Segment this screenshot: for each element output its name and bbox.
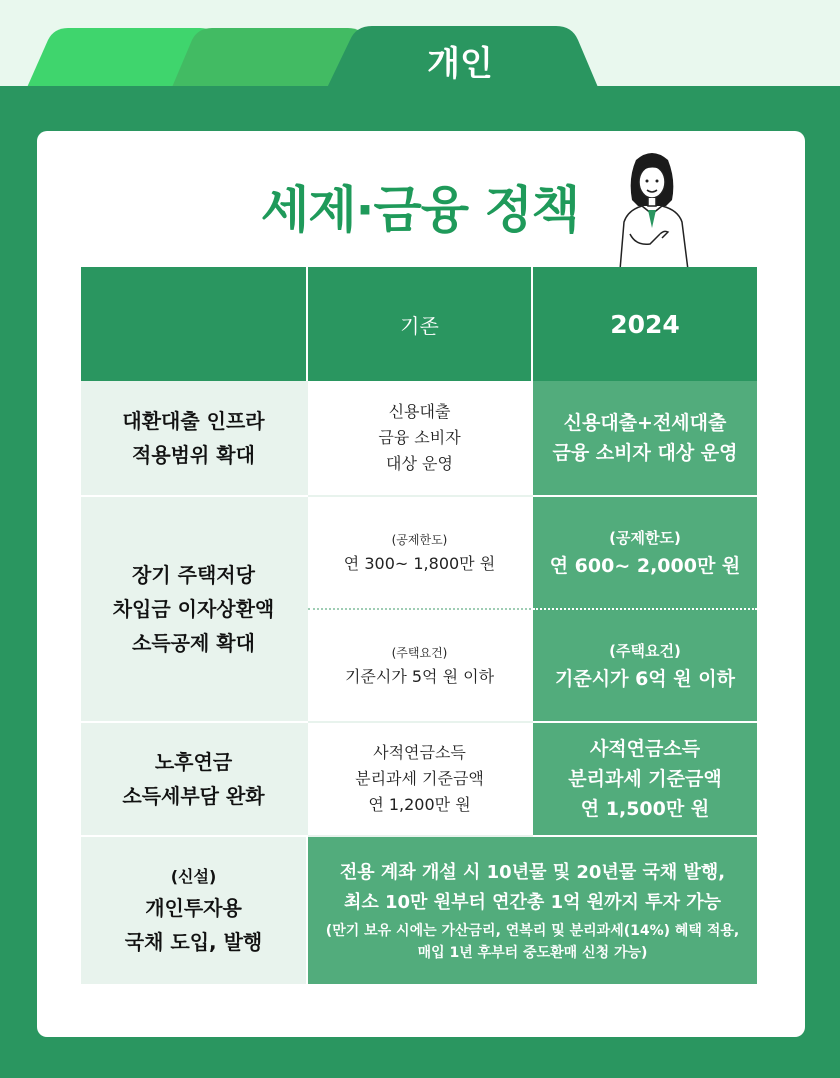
row-label-line: 소득세부담 완화: [122, 784, 265, 808]
new-value-cell: [532, 722, 757, 836]
old-value-line: 연 300~ 1,800만 원: [343, 553, 496, 573]
old-value-cell: [307, 496, 532, 609]
new-value-line: 사적연금소득: [589, 738, 701, 760]
new-value-line: 연 600~ 2,000만 원: [549, 554, 741, 577]
old-value-line: 금융 소비자: [378, 428, 461, 447]
woman-pointing-illustration: [606, 150, 698, 270]
row-label-tag: (신설): [170, 866, 217, 886]
new-value-line: 신용대출+전세대출: [563, 412, 727, 434]
table-row: [81, 836, 757, 984]
row-label-line: 차입금 이자상환액: [112, 597, 275, 621]
row-label-line: 대환대출 인프라: [122, 409, 265, 433]
new-value-line: 기준시가 6억 원 이하: [555, 667, 735, 690]
new-value-tag: (공제한도): [609, 528, 681, 547]
new-value-line: 금융 소비자 대상 운영: [552, 442, 738, 464]
row-label-line: 개인투자용: [145, 895, 242, 920]
old-value-line: 분리과세 기준금액: [355, 769, 484, 788]
old-value-cell: [307, 381, 532, 496]
page-title: 세제·금융 정책: [260, 181, 580, 239]
new-value-line: 분리과세 기준금액: [568, 768, 722, 790]
row-label: [81, 836, 307, 984]
new-value-cell: [532, 609, 757, 722]
merged-value-line: 최소 10만 원부터 연간총 1억 원까지 투자 가능: [343, 891, 722, 913]
row-label: [81, 496, 307, 722]
tab-active-label[interactable]: 개인: [427, 44, 493, 84]
row-label-line: 적용범위 확대: [132, 443, 255, 467]
table-header-row: [81, 267, 757, 381]
row-label-line: 장기 주택저당: [132, 563, 255, 587]
header-new: 2024: [532, 267, 757, 381]
new-value-tag: (주택요건): [609, 641, 681, 660]
row-label: [81, 722, 307, 836]
old-value-tag: (주택요건): [391, 645, 448, 660]
row-label-line: 소득공제 확대: [132, 631, 255, 655]
table-row: [81, 381, 757, 496]
merged-value-line: 전용 계좌 개설 시 10년물 및 20년물 국채 발행,: [339, 861, 726, 883]
old-value-line: 연 1,200만 원: [368, 795, 471, 814]
old-value-line: 대상 운영: [386, 454, 453, 473]
row-label-line: 국채 도입, 발행: [124, 929, 263, 954]
old-value-line: 기준시가 5억 원 이하: [344, 666, 495, 686]
header-empty-cell: [81, 267, 307, 381]
row-label: [81, 381, 307, 496]
old-value-line: 신용대출: [388, 402, 451, 421]
header-old: 기존: [307, 267, 532, 381]
new-value-cell: [532, 496, 757, 609]
old-value-cell: [307, 609, 532, 722]
old-value-line: 사적연금소득: [373, 743, 466, 762]
old-value-cell: [307, 722, 532, 836]
old-value-tag: (공제한도): [391, 532, 448, 547]
policy-table: [81, 267, 757, 984]
merged-value-cell: [307, 836, 757, 984]
new-value-line: 연 1,500만 원: [580, 798, 710, 820]
new-value-cell: [532, 381, 757, 496]
table-row: [81, 722, 757, 836]
merged-note-line: 매입 1년 후부터 중도환매 신청 가능): [417, 944, 648, 961]
merged-note-line: (만기 보유 시에는 가산금리, 연복리 및 분리과세(14%) 혜택 적용,: [325, 922, 740, 939]
table-row: [81, 496, 757, 609]
row-label-line: 노후연금: [154, 750, 233, 774]
